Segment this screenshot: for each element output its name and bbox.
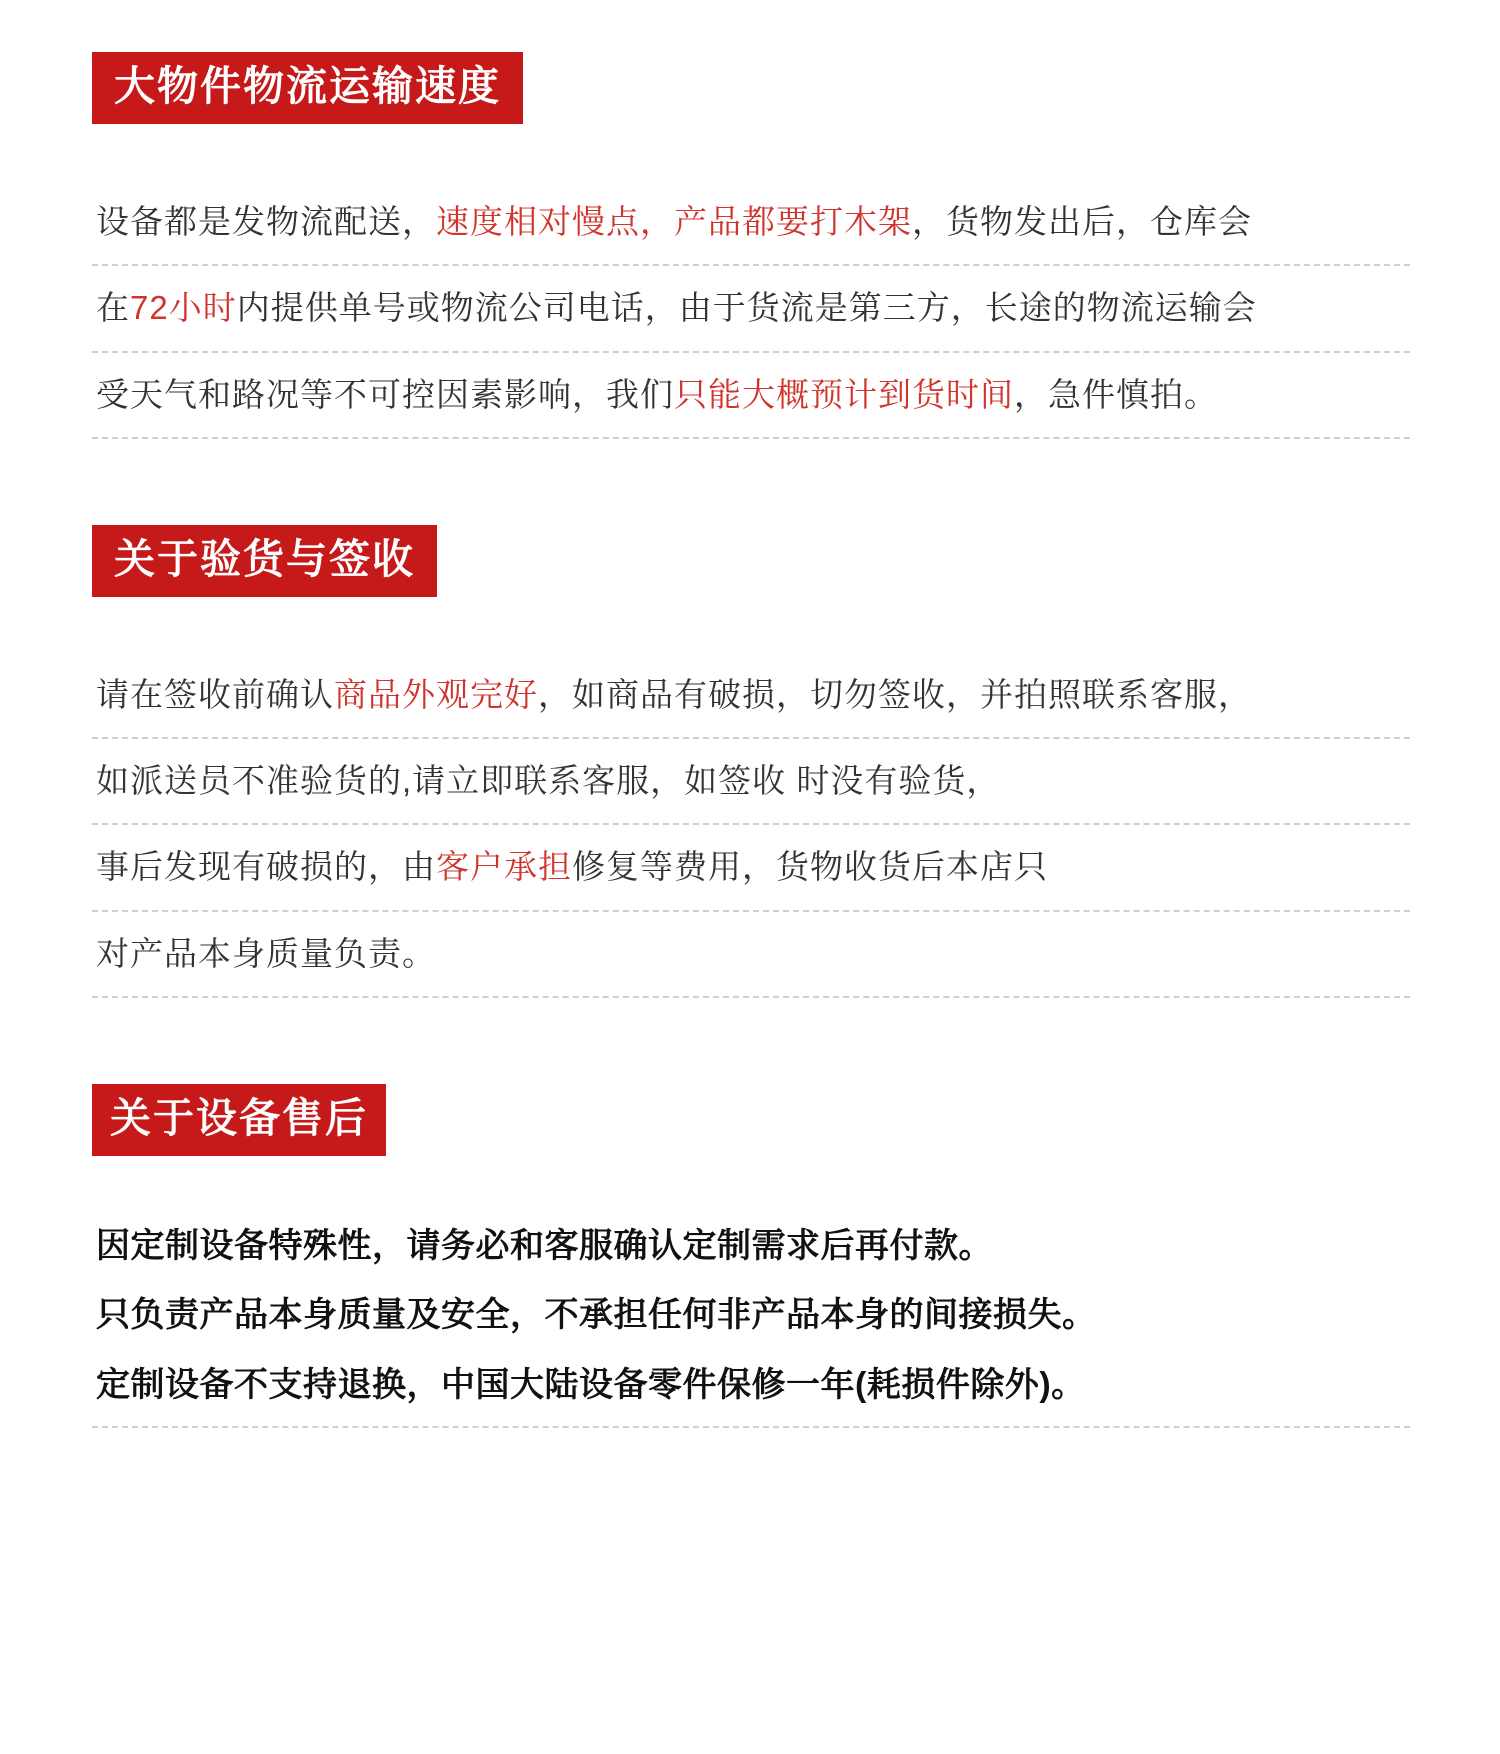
- plain-text: 因定制设备特殊性，请务必和客服确认定制需求后再付款。: [96, 1226, 993, 1265]
- section-lines: [92, 180, 1410, 439]
- highlighted-text: 只能大概预计到货时间: [674, 375, 1014, 413]
- highlighted-text: 商品外观完好: [334, 675, 538, 713]
- plain-text: 请在签收前确认: [96, 675, 334, 713]
- highlighted-text: 速度相对慢点，产品都要打木架: [436, 203, 912, 240]
- plain-text: 设备都是发物流配送，: [96, 203, 436, 240]
- plain-text: 内提供单号或物流公司电话，由于货流是第三方，长途的物流运输会: [236, 289, 1257, 327]
- text-line: [92, 653, 1410, 739]
- section-heading: 大物件物流运输速度: [92, 52, 523, 124]
- document-section: [0, 525, 1500, 998]
- plain-text: ，如商品有破损，切勿签收，并拍照联系客服，: [538, 675, 1252, 713]
- section-lines: [92, 653, 1410, 998]
- plain-text: 修复等费用，货物收货后本店只: [572, 848, 1048, 886]
- section-heading: 关于验货与签收: [92, 525, 437, 597]
- plain-text: 受天气和路况等不可控因素影响，我们: [96, 375, 674, 413]
- plain-text: ，货物发出后，仓库会: [912, 203, 1252, 240]
- section-lines: [92, 1212, 1410, 1428]
- plain-text: 事后发现有破损的，由: [96, 848, 436, 886]
- plain-text: 在: [96, 289, 130, 327]
- highlighted-text: 72小时: [130, 289, 237, 327]
- text-line: [92, 825, 1410, 911]
- text-line: [92, 1212, 1410, 1281]
- text-line: [92, 266, 1410, 352]
- document-section: [0, 1084, 1500, 1428]
- text-line: [92, 180, 1410, 266]
- highlighted-text: 客户承担: [436, 848, 572, 886]
- text-line: [92, 912, 1410, 998]
- section-heading: 关于设备售后: [92, 1084, 386, 1156]
- text-line: [92, 353, 1410, 439]
- sections-container: [0, 52, 1500, 1428]
- text-line: [92, 739, 1410, 825]
- plain-text: 定制设备不支持退换，中国大陆设备零件保修一年(耗损件除外)。: [96, 1365, 1086, 1404]
- plain-text: 只负责产品本身质量及安全，不承担任何非产品本身的间接损失。: [96, 1296, 1097, 1335]
- plain-text: 如派送员不准验货的,请立即联系客服，如签收 时没有验货，: [96, 762, 1001, 799]
- plain-text: ，急件慎拍。: [1014, 375, 1218, 413]
- bottom-spacer: [0, 1428, 1500, 1658]
- text-line: [92, 1351, 1410, 1428]
- text-line: [92, 1281, 1410, 1350]
- plain-text: 对产品本身质量负责。: [96, 934, 436, 972]
- document-section: [0, 52, 1500, 439]
